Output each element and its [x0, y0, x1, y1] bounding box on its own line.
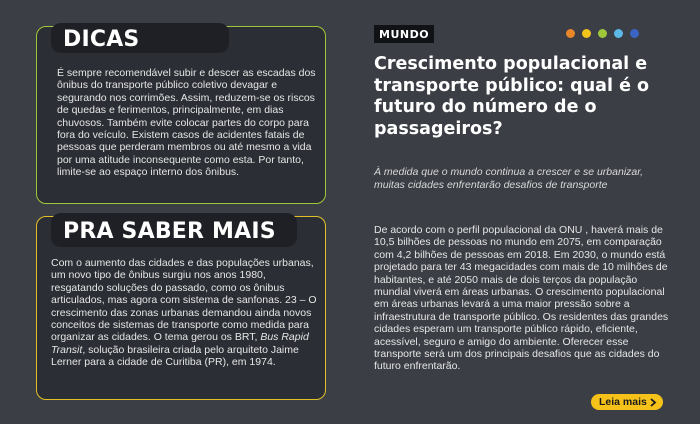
pra-saber-mais-title: PRA SABER MAIS	[51, 213, 297, 247]
read-more-label: Leia mais	[599, 396, 647, 408]
section-tag: MUNDO	[374, 25, 434, 43]
dot-orange	[566, 29, 575, 38]
dicas-text: É sempre recomendável subir e descer as escadas dos ônibus do transporte público coletivo devagar e segurando nos corrimões. Assim, reduzem-se os riscos de quedas e ferimentos, principalmente, em dias chuvosos. Também evite colocar partes do corpo para fora do veículo. Existem casos de acidentes fatais de pessoas que perderam membros ou até mesmo a vida por uma atitude inconsequente como esta. Por tanto, limite-se ao espaço interno dos ônibus.	[57, 67, 316, 179]
dicas-title: DICAS	[51, 23, 229, 53]
dot-lightblue	[614, 29, 623, 38]
dicas-box	[36, 26, 326, 204]
read-more-button[interactable]	[591, 394, 663, 410]
dot-yellow	[582, 29, 591, 38]
pra-text-part2: , solução brasileira criada pelo arquiteto Jaime Lerner para a cidade de Curitiba (PR), em 1974.	[51, 343, 299, 369]
article-lead: À medida que o mundo continua a crescer e se urbanizar, muitas cidades enfrentarão desafios de transporte	[374, 166, 644, 191]
pra-text-italic: Bus Rapid Transit	[51, 331, 309, 356]
article-headline: Crescimento populacional e transporte público: qual é o futuro do número de o passageiros?	[374, 54, 650, 139]
color-dots	[566, 29, 639, 38]
pra-saber-mais-box	[36, 216, 326, 400]
chevron-right-icon	[649, 398, 657, 407]
article-body: De acordo com o perfil populacional da ONU , haverá mais de 10,5 bilhões de pessoas no mundo em 2075, em comparação com 4,2 bilhões de pessoas em 2018. Em 2030, o mundo está projetado para ter 43 megacidades com mais de 10 milhões de habitantes, e até 2050 mais de dois terços da população mundial viverá em áreas urbanas. O crescimento populacional em áreas urbanas levará a uma maior pressão sobre a infraestrutura de transporte público. Os residentes das grandes cidades esperam um transporte público rápido, eficiente, acessível, seguro e amigo do ambiente. Oferecer esse transporte será um dos principais desafios que as cidades do futuro enfrentarão.	[374, 224, 669, 373]
pra-saber-mais-text	[51, 257, 319, 369]
dot-green	[598, 29, 607, 38]
dot-blue	[630, 29, 639, 38]
pra-text-part1: Com o aumento das cidades e das populações urbanas, um novo tipo de ônibus surgiu nos anos 1980, resgatando soluções do passado, como os ônibus articulados, mas agora com sistema de sanfonas. 23 – O crescimento das zonas urbanas demandou ainda novos conceitos de sistemas de transporte como medida para organizar as cidades. O tema gerou os BRT,	[51, 257, 317, 344]
